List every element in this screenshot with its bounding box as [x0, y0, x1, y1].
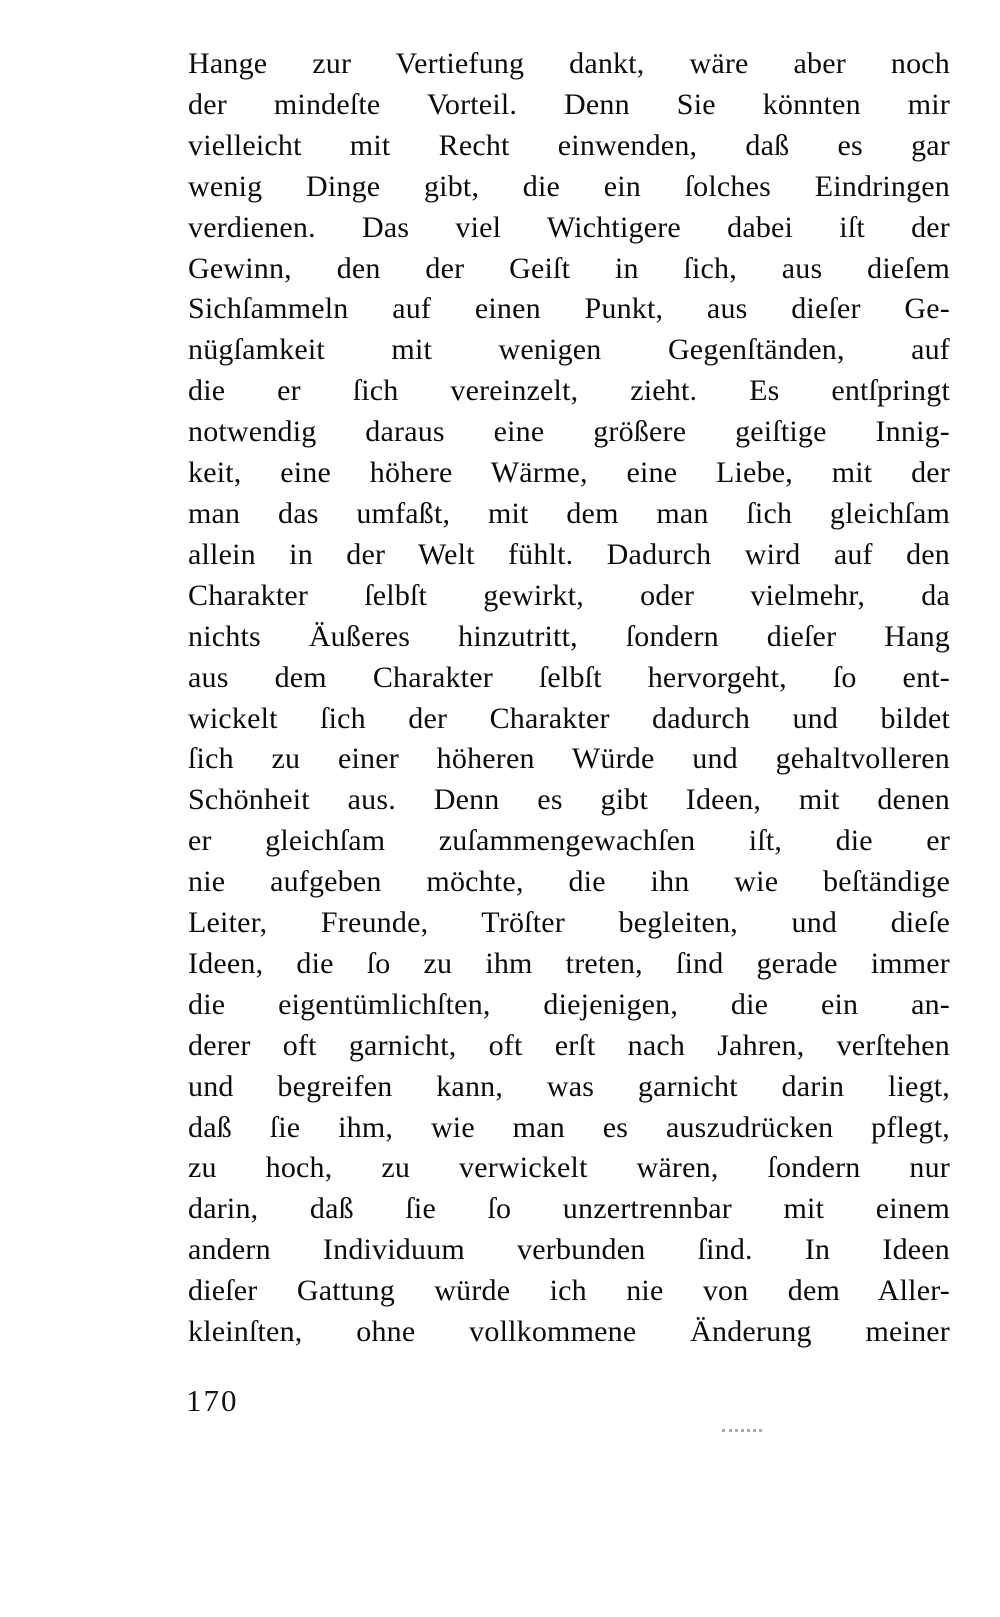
- text-line: verdienen. Das viel Wichtigere dabei iſt der: [188, 210, 950, 244]
- text-line: allein in der Welt fühlt. Dadurch wird auf den: [188, 537, 950, 571]
- text-line: Hange zur Vertiefung dankt, wäre aber noch: [188, 47, 950, 80]
- text-line: zu hoch, zu verwickelt wären, ſondern nur: [188, 1151, 950, 1185]
- text-line: Charakter ſelbſt gewirkt, oder vielmehr, da: [188, 578, 950, 612]
- text-line: Sichſammeln auf einen Punkt, aus dieſer Ge-: [188, 292, 950, 326]
- text-line: aus dem Charakter ſelbſt hervorgeht, ſo ent-: [188, 660, 950, 694]
- text-line: Leiter, Freunde, Tröſter begleiten, und dieſe: [188, 906, 950, 940]
- text-line: kleinſten, ohne vollkommene Änderung meiner: [188, 1315, 950, 1349]
- text-line: die eigentümlichſten, diejenigen, die ein an-: [188, 987, 950, 1021]
- text-line: nichts Äußeres hinzutritt, ſondern dieſer Hang: [188, 619, 950, 653]
- page-text: [188, 44, 950, 1353]
- text-line: keit, eine höhere Wärme, eine Liebe, mit der: [188, 456, 950, 490]
- text-line: nügſamkeit mit wenigen Gegenſtänden, auf: [188, 333, 950, 367]
- text-line: der mindeſte Vorteil. Denn Sie könnten mir: [188, 87, 950, 121]
- text-line: nie aufgeben möchte, die ihn wie beſtändige: [188, 865, 950, 899]
- page-number: 170: [186, 1383, 239, 1418]
- text-line: wenig Dinge gibt, die ein ſolches Eindringen: [188, 169, 950, 203]
- text-line: Gewinn, den der Geiſt in ſich, aus dieſem: [188, 251, 950, 285]
- text-line: die er ſich vereinzelt, zieht. Es entſpringt: [188, 374, 950, 408]
- scan-artifact-dots: [722, 1429, 762, 1432]
- text-line: vielleicht mit Recht einwenden, daß es gar: [188, 128, 950, 162]
- text-line: Ideen, die ſo zu ihm treten, ſind gerade immer: [188, 946, 950, 980]
- text-line: man das umfaßt, mit dem man ſich gleichſam: [188, 496, 950, 530]
- text-line: darin, daß ſie ſo unzertrennbar mit einem: [188, 1192, 950, 1226]
- text-line: notwendig daraus eine größere geiſtige Innig-: [188, 415, 950, 449]
- text-line: und begreifen kann, was garnicht darin liegt,: [188, 1069, 950, 1103]
- text-line: wickelt ſich der Charakter dadurch und bildet: [188, 701, 950, 735]
- text-line: er gleichſam zuſammengewachſen iſt, die er: [188, 824, 950, 858]
- text-line: Schönheit aus. Denn es gibt Ideen, mit denen: [188, 783, 950, 817]
- text-line: daß ſie ihm, wie man es auszudrücken pflegt,: [188, 1110, 950, 1144]
- text-line: andern Individuum verbunden ſind. In Ideen: [188, 1233, 950, 1267]
- text-line: derer oft garnicht, oft erſt nach Jahren, verſtehen: [188, 1028, 950, 1062]
- text-line: dieſer Gattung würde ich nie von dem Aller-: [188, 1274, 950, 1308]
- text-line: ſich zu einer höheren Würde und gehaltvolleren: [188, 742, 950, 776]
